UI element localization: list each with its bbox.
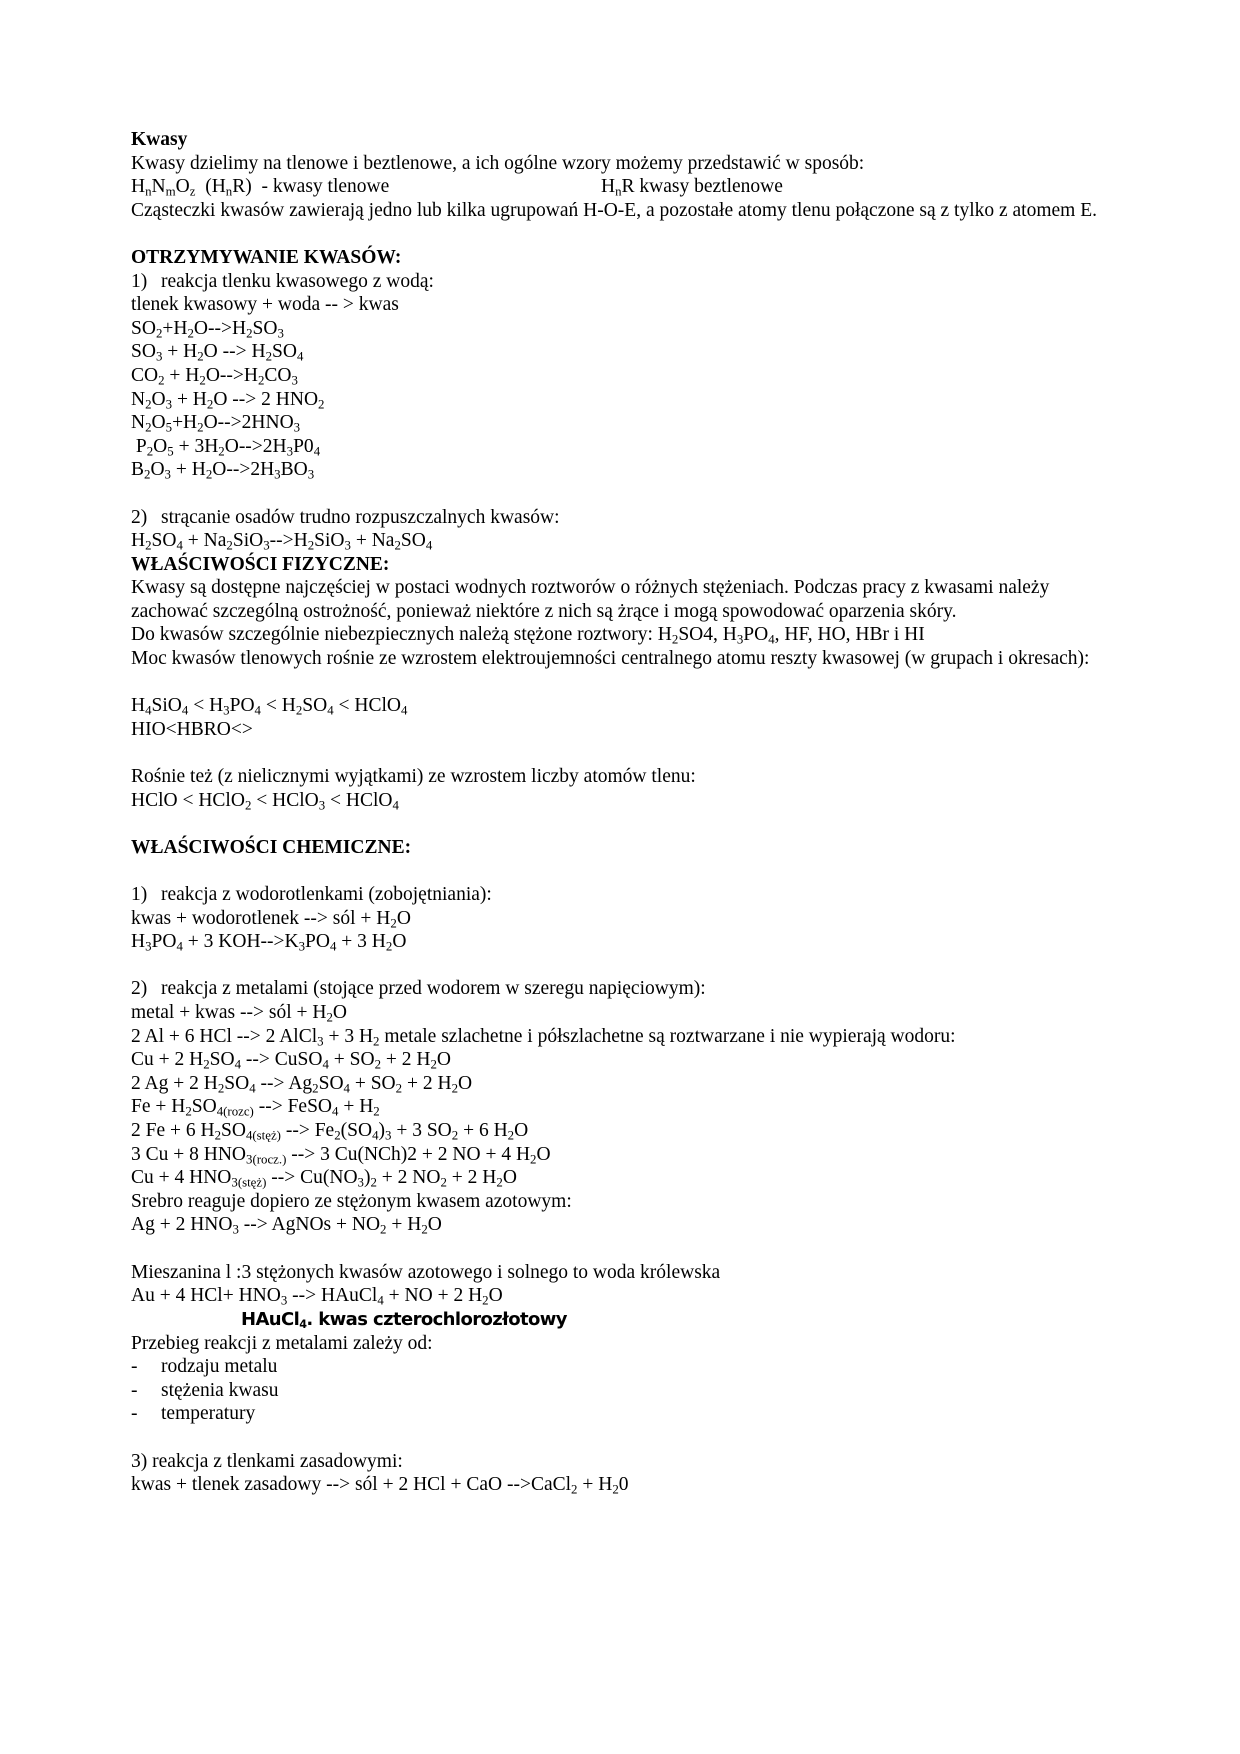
chemiczne-item2-general: metal + kwas --> sól + $H_2O$	[131, 1001, 347, 1025]
chemiczne-srebro-line: Srebro reaguje dopiero ze stężonym kwasem azotowym:	[131, 1190, 572, 1212]
chemiczne-mieszanina-line: Mieszanina l :3 stężonych kwasów azotowego i solnego to woda królewska	[131, 1261, 721, 1283]
spacer	[131, 741, 1112, 765]
chemiczne-item1-general: kwas + wodorotlenek --> sól + $H_2O$	[131, 907, 411, 931]
reaction-n2o5: $N_2O_5+H_2O-->2HNO_3$	[131, 412, 301, 435]
chemiczne-item-3: 3) reakcja z tlenkami zasadowymi:	[131, 1450, 403, 1472]
document-body	[131, 128, 1112, 1497]
list-marker: 1)	[131, 270, 148, 292]
list-marker: 1)	[131, 884, 148, 905]
spacer	[131, 954, 1112, 978]
intro-formula-right: $H_nR$ kwasy beztlenowe	[601, 176, 783, 199]
acid-strength-series-3: HClO < HClO$_2$ < HClO$_3$ < HClO$_4$	[131, 789, 399, 813]
reaction-h3po4-koh: $H_3PO_4 + 3$ KOH-$->K_3PO_4 + 3$ $H_2O$	[131, 931, 407, 954]
spacer	[131, 1237, 1112, 1261]
reaction-ag-h2so4: 2 Ag + 2 $H_2SO_4$ --> $Ag_2SO_4 + SO_2 + 2$ $H_2O$	[131, 1072, 473, 1096]
list-text: stężenia kwasu	[161, 1379, 279, 1401]
reaction-b2o3: $B_2O_3 + H_2O-->2H_3BO_3$	[131, 459, 315, 482]
spacer	[131, 1426, 1112, 1450]
otrzymywanie-item-2	[131, 506, 1112, 530]
reaction-cu-h2so4: Cu + 2 $H_2SO_4$ --> CuSO$_4$ + $SO_2 + 2$ $H_2O$	[131, 1049, 452, 1072]
reaction-so2: $SO_2+H_2O-->H_2SO_3$	[131, 317, 284, 341]
fizyczne-paragraph: Kwasy są dostępne najczęściej w postaci wodnych roztworów o różnych stężeniach. Podczas pracy z kwasami należy zachować szczególną ostrożność, ponieważ niektóre z nich są żrące i mogą spowodować oparzenia skóry.	[131, 577, 1050, 622]
reaction-n2o3: $N_2O_3 + H_2O$ --> 2 $HNO_2$	[131, 388, 325, 412]
acid-strength-series-1: $H_4SiO_4 < H_3PO_4 < H_2SO_4$ < HClO$_4$	[131, 695, 408, 718]
list-text: temperatury	[161, 1403, 256, 1425]
list-marker: -	[131, 1403, 138, 1425]
acid-strength-series-2: HIO<HBRO<>	[131, 718, 253, 740]
fizyczne-dangerous-line: Do kwasów szczególnie niebezpiecznych należą stężone roztwory: $H_2SO4$, $H_3PO_4$, HF, HO, HBr i HI	[131, 624, 925, 648]
intro-line-1: Kwasy dzielimy na tlenowe i beztlenowe, a ich ogólne wzory możemy przedstawić w sposób:	[131, 152, 865, 174]
page-title: Kwasy	[131, 129, 188, 150]
reaction-tlenek-zasadowy: kwas + tlenek zasadowy --> sól + 2 HCl + CaO -->CaCl$_2$ + $H_20$	[131, 1474, 629, 1497]
chemiczne-przebieg-line: Przebieg reakcji z metalami zależy od:	[131, 1332, 433, 1354]
spacer	[131, 859, 1112, 883]
haucl4-label: HAuCl$_4$. kwas czterochlorozłotowy	[241, 1308, 567, 1331]
list-marker: -	[131, 1379, 138, 1401]
list-text: reakcja z metalami (stojące przed wodorem w szeregu napięciowym):	[161, 978, 706, 1000]
reaction-ag-hno3: Ag + 2 $HNO_3$ --> AgNOs + $NO_2 + H_2O$	[131, 1214, 442, 1237]
reaction-so3: $SO_3 + H_2O$ --> $H_2SO_4$	[131, 341, 304, 364]
spacer	[131, 671, 1112, 695]
chemiczne-item-1	[131, 883, 1112, 907]
otrzymywanie-item-1	[131, 270, 1112, 294]
heading-chemiczne: WŁAŚCIWOŚCI CHEMICZNE:	[131, 836, 412, 858]
bullet-item-2	[131, 1379, 1112, 1403]
list-text: reakcja z wodorotlenkami (zobojętniania):	[161, 884, 492, 905]
reaction-al-hcl: 2 Al + 6 HCl --> 2 AlCl$_3$ + 3 $H_2$ metale szlachetne i półszlachetne są roztwarzane i nie wypierają wodoru:	[131, 1025, 956, 1049]
reaction-p2o5: $P_2O_5 + 3H_2O-->2H_3P0_4$	[131, 435, 321, 459]
list-text: rodzaju metalu	[161, 1356, 278, 1378]
intro-formula-left: $H_nN_mO_z$ $(H_nR)$ - kwasy tlenowe	[131, 176, 390, 199]
fizyczne-moc-line: Moc kwasów tlenowych rośnie ze wzrostem elektroujemności centralnego atomu reszty kwasowej (w grupach i okresach):	[131, 648, 1090, 670]
chemiczne-item-2	[131, 977, 1112, 1001]
heading-otrzymywanie: OTRZYMYWANIE KWASÓW:	[131, 246, 402, 268]
spacer	[131, 482, 1112, 506]
spacer	[131, 222, 1112, 246]
list-marker: 2)	[131, 506, 148, 528]
reaction-fe-h2so4-rozc: $Fe + H_2SO_{4(rozc)}$ --> FeSO$_4$ + $H_2$	[131, 1096, 380, 1119]
list-marker: 2)	[131, 978, 148, 1000]
fizyczne-rosnie-line: Rośnie też (z nielicznymi wyjątkami) ze wzrostem liczby atomów tlenu:	[131, 766, 696, 788]
intro-line-3: Cząsteczki kwasów zawierają jedno lub kilka ugrupowań H-O-E, a pozostałe atomy tlenu połączone są z tylko z atomem E.	[131, 199, 1098, 221]
reaction-au-aqua-regia: Au + 4 $HCl+ HNO_3$ --> HAuCl$_4$ + NO + 2 $H_2O$	[131, 1285, 503, 1308]
list-text: reakcja tlenku kwasowego z wodą:	[161, 270, 434, 292]
reaction-co2: $CO_2 + H_2O-->H_2CO_3$	[131, 364, 298, 388]
reaction-fe-h2so4-stez: 2 Fe + 6 $H_2SO_{4(stęż)}$ --> $Fe_2(SO_4)_3 + 3$ $SO_2 + 6$ $H_2O$	[131, 1119, 529, 1143]
intro-formula-row	[131, 175, 1112, 199]
bullet-item-1	[131, 1355, 1112, 1379]
reaction-cu-hno3-rozc: 3 Cu + 8 $HNO_{3(rocz.)}$ --> 3 Cu(NCh)2 + 2 NO + 4 $H_2O$	[131, 1143, 551, 1167]
otrzymywanie-general: tlenek kwasowy + woda -- > kwas	[131, 294, 399, 316]
bullet-item-3	[131, 1402, 1112, 1426]
list-text: strącanie osadów trudno rozpuszczalnych kwasów:	[161, 506, 560, 528]
heading-fizyczne: WŁAŚCIWOŚCI FIZYCZNE:	[131, 553, 390, 575]
reaction-cu-hno3-stez: Cu + 4 $HNO_{3(stęż)}$ --> $Cu(NO_3)_2 + 2$ $NO_2 + 2$ $H_2O$	[131, 1167, 517, 1190]
list-marker: -	[131, 1356, 138, 1378]
spacer	[131, 812, 1112, 836]
reaction-h2so4-na2sio3: $H_2SO_4 + Na_2SiO_3-->H_2SiO_3 + Na_2SO_4$	[131, 530, 433, 553]
